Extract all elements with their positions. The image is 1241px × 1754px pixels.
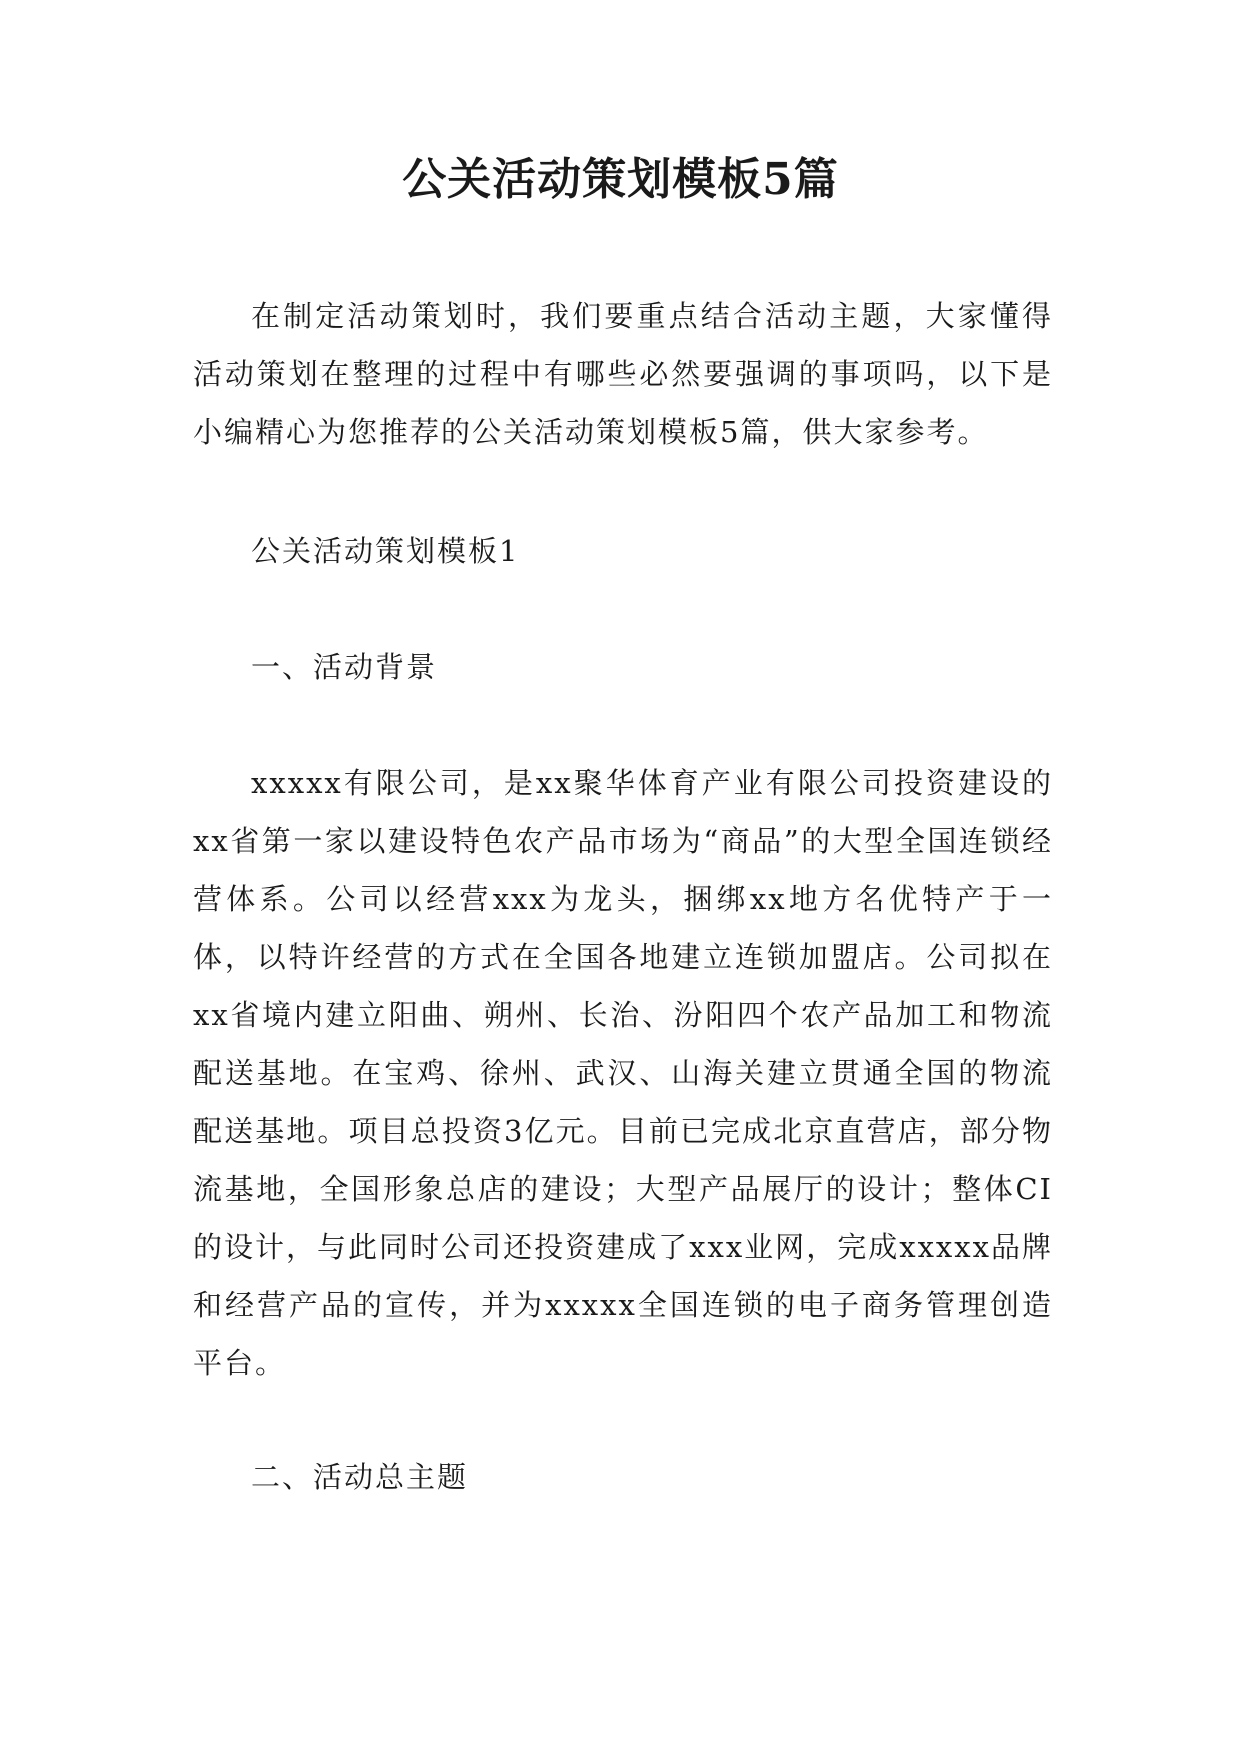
intro-paragraph: 在制定活动策划时，我们要重点结合活动主题，大家懂得活动策划在整理的过程中有哪些必然要强调的事项吗，以下是小编精心为您推荐的公关活动策划模板5篇，供大家参考。 (193, 299, 1053, 449)
section-1-paragraph: xxxxx有限公司，是xx聚华体育产业有限公司投资建设的xx省第一家以建设特色农产品市场为“商品”的大型全国连锁经营体系。公司以经营xxx为龙头，捆绑xx地方名优特产于一体，以特许经营的方式在全国各地建立连锁加盟店。公司拟在xx省境内建立阳曲、朔州、长治、汾阳四个农产品加工和物流配送基地。在宝鸡、徐州、武汉、山海关建立贯通全国的物流配送基地。项目总投资3亿元。目前已完成北京直营店，部分物流基地，全国形象总店的建设；大型产品展厅的设计；整体CI的设计，与此同时公司还投资建成了xxx业网，完成xxxxx品牌和经营产品的宣传，并为xxxxx全国连锁的电子商务管理创造平台。 (193, 766, 1053, 1380)
document-title: 公关活动策划模板5篇 (402, 154, 839, 205)
section-1-heading: 一、活动背景 (251, 650, 438, 684)
section-2-heading: 二、活动总主题 (251, 1460, 469, 1494)
template-1-subtitle: 公关活动策划模板1 (251, 534, 520, 568)
